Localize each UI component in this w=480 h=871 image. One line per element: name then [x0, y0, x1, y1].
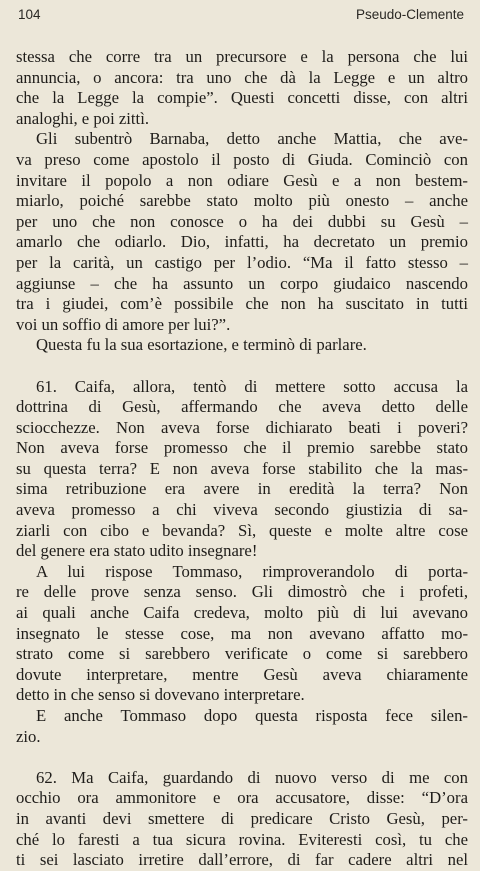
page-number: 104	[18, 7, 41, 22]
paragraph	[16, 47, 468, 129]
text-line: zio.	[16, 726, 41, 746]
text-line: dovute interpretare, mentre Gesù aveva chiaramente	[16, 664, 468, 684]
text-line: per uno che non conosce o ha dei dubbi su Gesù –	[16, 211, 468, 231]
text-line: va preso come apostolo il posto di Giuda. Cominciò con	[16, 149, 468, 169]
text-line: Gli subentrò Barnaba, detto anche Mattia, che ave-	[36, 129, 468, 149]
text-line: invitare il popolo a non odiare Gesù e a non bestem-	[16, 170, 468, 190]
paragraph	[16, 129, 468, 335]
text-line: ai quali anche Caifa credeva, molto più di lui avevano	[16, 603, 468, 623]
text-line: ché lo faresti a tua sicura rovina. Eviteresti così, tu che	[16, 829, 468, 849]
text-line: per la carità, un castigo per l’odio. “Ma il fatto stesso –	[16, 252, 468, 272]
text-line: occhio ora ammonitore e ora accusatore, disse: “D’ora	[16, 788, 468, 808]
text-line: amarlo che odiarlo. Dio, infatti, ha decretato un premio	[16, 232, 468, 252]
text-line: stessa che corre tra un precursore e la persona che lui	[16, 47, 468, 66]
text-line: Questa fu la sua esortazione, e terminò di parlare.	[36, 335, 367, 355]
text-line: 61. Caifa, allora, tentò di mettere sotto accusa la	[36, 376, 468, 396]
section-gap	[16, 747, 468, 768]
text-line: voi un soffio di amore per lui?”.	[16, 314, 231, 334]
text-line: sciocchezze. Non aveva forse dichiarato beati i poveri?	[16, 417, 468, 437]
running-header	[18, 7, 464, 25]
text-line: dottrina di Gesù, affermando che aveva detto delle	[16, 397, 468, 417]
text-line: ti sei lasciato irretire dall’errore, di far cadere altri nel	[16, 850, 468, 870]
text-line: aggiunse – che ha assunto un corpo giudaico nascendo	[16, 273, 468, 293]
text-line: sima retribuzione era avere in eredità la terra? Non	[16, 479, 468, 499]
text-line: in avanti devi smettere di predicare Cristo Gesù, per-	[16, 808, 468, 828]
running-title: Pseudo-Clemente	[355, 7, 464, 22]
text-line: re delle prove senza senso. Gli dimostrò che i profeti,	[16, 582, 468, 602]
text-line: ziarli con cibo e bevanda? Sì, queste e molte altre cose	[16, 520, 468, 540]
text-line: aveva promesso a chi viveva secondo giustizia di sa-	[16, 500, 468, 520]
text-line: del genere era stato udito insegnare!	[16, 541, 258, 561]
paragraph	[16, 335, 468, 356]
paragraph	[16, 562, 468, 706]
text-line: tra i giudei, com’è possibile che non ha suscitato in tutti	[16, 294, 468, 314]
text-line: insegnato le stesse cose, ma non avevano affatto mo-	[16, 623, 468, 643]
section-gap	[16, 356, 468, 377]
text-line: Non aveva forse promesso che il premio sarebbe stato	[16, 438, 468, 458]
paragraph	[16, 377, 468, 562]
paragraph	[16, 706, 468, 747]
body-text	[16, 47, 468, 871]
text-line: analoghi, e poi zittì.	[16, 108, 150, 128]
text-line: detto in che senso si dovevano interpretare.	[16, 685, 305, 705]
paragraph	[16, 768, 468, 871]
text-line: A lui rispose Tommaso, rimproverandolo di porta-	[36, 561, 468, 581]
text-line: E anche Tommaso dopo questa risposta fece silen-	[36, 706, 468, 725]
text-line: annuncia, o ancora: tra uno che dà la Legge e un altro	[16, 67, 468, 87]
text-line: che la Legge la compie”. Questi concetti disse, con altri	[16, 88, 468, 108]
text-line: strato come si sarebbero verificate o come si sarebbero	[16, 644, 468, 664]
text-line: su questa terra? E non aveva forse stabilito che la mas-	[16, 458, 468, 478]
text-line: 62. Ma Caifa, guardando di nuovo verso di me con	[36, 767, 468, 787]
text-line: miarlo, poiché sarebbe stato molto più onesto – anche	[16, 191, 468, 211]
